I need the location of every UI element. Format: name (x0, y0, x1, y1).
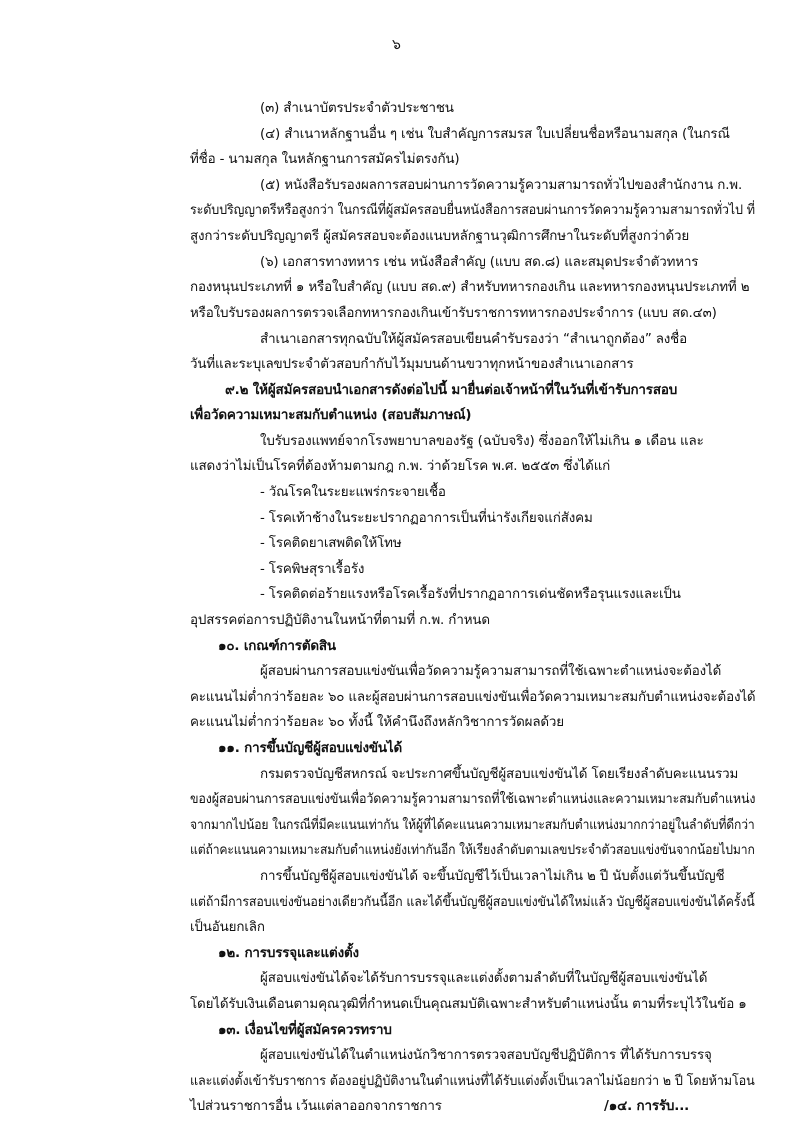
text-line: ผู้สอบผ่านการสอบแข่งขันเพื่อวัดความรู้ความสามารถที่ใช้เฉพาะตำแหน่งจะต้องได้ (260, 664, 722, 679)
section-heading-13: ๑๓. เงื่อนไขที่ผู้สมัครควรทราบ (218, 1023, 392, 1038)
text-line: (๕) หนังสือรับรองผลการสอบผ่านการวัดความรู้ความสามารถทั่วไปของสำนักงาน ก.พ. (260, 178, 743, 193)
section-heading-12: ๑๒. การบรรจุและแต่งตั้ง (218, 946, 359, 961)
text-line: (๖) เอกสารทางทหาร เช่น หนังสือสำคัญ (แบบ สด.๘) และสมุดประจำตัวทหาร (260, 255, 699, 270)
text-line: แสดงว่าไม่เป็นโรคที่ต้องห้ามตามกฎ ก.พ. ว่าด้วยโรค พ.ศ. ๒๕๕๓ ซึ่งได้แก่ (190, 459, 611, 474)
text-line: วันที่และระบุเลขประจำตัวสอบกำกับไว้มุมบนด้านขวาทุกหน้าของสำเนาเอกสาร (190, 357, 634, 372)
list-item: - วัณโรคในระยะแพร่กระจายเชื้อ (260, 485, 446, 500)
text-line: คะแนนไม่ต่ำกว่าร้อยละ ๖๐ และผู้สอบผ่านการสอบแข่งขันเพื่อวัดความเหมาะสมกับตำแหน่งจะต้องได้ (190, 690, 756, 705)
text-line: โดยได้รับเงินเดือนตามคุณวุฒิที่กำหนดเป็นคุณสมบัติเฉพาะสำหรับตำแหน่งนั้น ตามที่ระบุไว้ในข้อ ๑ (190, 997, 747, 1012)
text-line: การขึ้นบัญชีผู้สอบแข่งขันได้ จะขึ้นบัญชีไว้เป็นเวลาไม่เกิน ๒ ปี นับตั้งแต่วันขึ้นบัญชี (260, 869, 725, 884)
text-line: กองหนุนประเภทที่ ๑ หรือใบสำคัญ (แบบ สด.๙) สำหรับทหารกองเกิน และทหารกองหนุนประเภทที่ ๒ (190, 280, 750, 295)
text-line: ของผู้สอบผ่านการสอบแข่งขันเพื่อวัดความรู้ความสามารถที่ใช้เฉพาะตำแหน่งและความเหมาะสมกับตำแหน่ง (190, 792, 756, 807)
text-line: และแต่งตั้งเข้ารับราชการ ต้องอยู่ปฏิบัติงานในตำแหน่งที่ได้รับแต่งตั้งเป็นเวลาไม่น้อยกว่า ๒ ปี โดยห้ามโอน (190, 1074, 755, 1089)
text-line: อุปสรรคต่อการปฏิบัติงานในหน้าที่ตามที่ ก.พ. กำหนด (190, 613, 490, 628)
text-line: (๓) สำเนาบัตรประจำตัวประชาชน (260, 101, 454, 116)
text-line: ผู้สอบแข่งขันได้จะได้รับการบรรจุและแต่งตั้งตามลำดับที่ในบัญชีผู้สอบแข่งขันได้ (260, 971, 708, 986)
section-heading-10: ๑๐. เกณฑ์การตัดสิน (218, 639, 336, 654)
list-item: - โรคติดยาเสพติดให้โทษ (260, 536, 402, 551)
text-line: จากมากไปน้อย ในกรณีที่มีคะแนนเท่ากัน ให้ผู้ที่ได้คะแนนความเหมาะสมกับตำแหน่งมากกว่าอยู่ในลำดับที่ดีกว่า (190, 818, 755, 833)
text-line: เป็นอันยกเลิก (190, 920, 265, 935)
text-line: ใบรับรองแพทย์จากโรงพยาบาลของรัฐ (ฉบับจริง) ซึ่งออกให้ไม่เกิน ๑ เดือน และ (260, 434, 704, 449)
text-line: คะแนนไม่ต่ำกว่าร้อยละ ๖๐ ทั้งนี้ ให้คำนึงถึงหลักวิชาการวัดผลด้วย (190, 715, 564, 730)
section-heading-9-2-cont: เพื่อวัดความเหมาะสมกับตำแหน่ง (สอบสัมภาษณ์) (190, 408, 472, 423)
text-line: หรือใบรับรองผลการตรวจเลือกทหารกองเกินเข้ารับราชการทหารกองประจำการ (แบบ สด.๔๓) (190, 306, 717, 321)
text-line: สูงกว่าระดับปริญญาตรี ผู้สมัครสอบจะต้องแนบหลักฐานวุฒิการศึกษาในระดับที่สูงกว่าด้วย (190, 229, 690, 244)
text-line: แต่ถ้าคะแนนความเหมาะสมกับตำแหน่งยังเท่ากันอีก ให้เรียงลำดับตามเลขประจำตัวสอบแข่งขันจากน้อยไปมาก (190, 843, 755, 858)
text-line: กรมตรวจบัญชีสหกรณ์ จะประกาศขึ้นบัญชีผู้สอบแข่งขันได้ โดยเรียงลำดับคะแนนรวม (260, 767, 739, 782)
list-item: - โรคพิษสุราเรื้อรัง (260, 562, 365, 577)
text-line: แต่ถ้ามีการสอบแข่งขันอย่างเดียวกันนี้อีก และได้ขึ้นบัญชีผู้สอบแข่งขันได้ใหม่แล้ว บัญชีผู้สอบแข่งขันได้ครั้งนี้ (190, 895, 755, 910)
text-line: (๔) สำเนาหลักฐานอื่น ๆ เช่น ใบสำคัญการสมรส ใบเปลี่ยนชื่อหรือนามสกุล (ในกรณี (260, 127, 730, 142)
list-item: - โรคเท้าช้างในระยะปรากฏอาการเป็นที่น่ารังเกียจแก่สังคม (260, 511, 593, 526)
text-line: ที่ชื่อ - นามสกุล ในหลักฐานการสมัครไม่ตรงกัน) (190, 152, 460, 167)
text-line: ผู้สอบแข่งขันได้ในตำแหน่งนักวิชาการตรวจสอบบัญชีปฏิบัติการ ที่ได้รับการบรรจุ (260, 1048, 712, 1063)
section-heading-11: ๑๑. การขึ้นบัญชีผู้สอบแข่งขันได้ (218, 741, 403, 756)
section-heading-9-2: ๙.๒ ให้ผู้สมัครสอบนำเอกสารดังต่อไปนี้ มายื่นต่อเจ้าหน้าที่ในวันที่เข้ารับการสอบ (225, 383, 678, 398)
text-line: ไปส่วนราชการอื่น เว้นแต่ลาออกจากราชการ (190, 1099, 442, 1114)
continuation-note: /๑๔. การรับ... (604, 1099, 690, 1114)
list-item: - โรคติดต่อร้ายแรงหรือโรคเรื้อรังที่ปรากฏอาการเด่นชัดหรือรุนแรงและเป็น (260, 587, 681, 602)
text-line: ระดับปริญญาตรีหรือสูงกว่า ในกรณีที่ผู้สมัครสอบยื่นหนังสือการสอบผ่านการวัดความรู้ความสามารถทั่วไป ที่ (190, 203, 755, 218)
text-line: สำเนาเอกสารทุกฉบับให้ผู้สมัครสอบเขียนคำรับรองว่า “สำเนาถูกต้อง” ลงชื่อ (260, 332, 687, 347)
page-number: ๖ (392, 37, 401, 53)
